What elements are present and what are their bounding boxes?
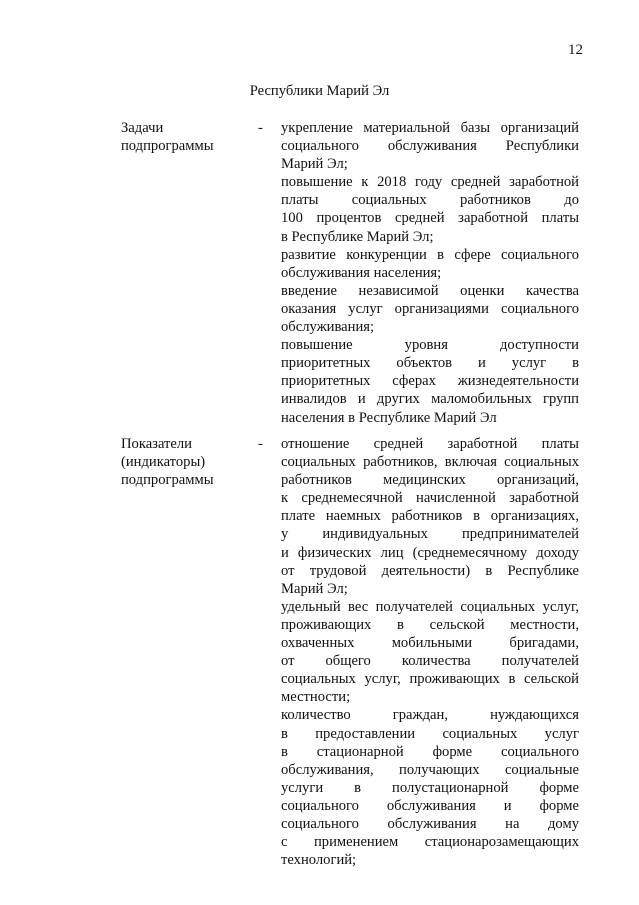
content-line: проживающих в сельской местности,: [281, 616, 579, 633]
content-line: работников медицинских организаций,: [281, 472, 579, 489]
content-line: повышение уровня доступности: [281, 337, 579, 354]
content-line: оказания услуг организациями социального: [281, 300, 579, 317]
content-line: населения в Республике Марий Эл: [281, 409, 497, 426]
content-line: отношение средней заработной платы: [281, 436, 579, 452]
content-line: инвалидов и других маломобильных групп: [281, 391, 579, 408]
content-line: от трудовой деятельности) в Республике: [281, 562, 579, 579]
content-line: и физических лиц (среднемесячному доходу: [281, 544, 579, 561]
content-line: местности;: [281, 689, 351, 706]
content-line: охваченных мобильными бригадами,: [281, 635, 579, 652]
content-line: плате наемных работников в организациях,: [281, 508, 579, 525]
content-line: платы социальных работников до: [281, 192, 579, 209]
content-line: услуги в полустационарной форме: [281, 779, 579, 796]
section-label: [121, 435, 256, 489]
section-dash: -: [258, 436, 263, 452]
content-line: обслуживания;: [281, 319, 375, 336]
content-line: обслуживания, получающих социальные: [281, 761, 579, 778]
content-line: повышение к 2018 году средней заработной: [281, 174, 579, 191]
content-line: приоритетных сферах жизнедеятельности: [281, 373, 579, 390]
content-line: Марий Эл;: [281, 156, 348, 173]
content-line: от общего количества получателей: [281, 653, 579, 670]
content-line: введение независимой оценки качества: [281, 282, 579, 299]
section-content: [281, 119, 579, 427]
section-dash: -: [258, 120, 263, 136]
section-label-line: подпрограммы: [121, 138, 214, 155]
content-line: к среднемесячной начисленной заработной: [281, 490, 579, 507]
section-label-line: Задачи: [121, 120, 164, 136]
content-line: в Республике Марий Эл;: [281, 228, 434, 245]
content-line: количество граждан, нуждающихся: [281, 707, 579, 724]
section-label: [121, 119, 256, 155]
content-line: социальных работников, включая социальных: [281, 454, 579, 471]
section-content: [281, 435, 579, 869]
content-line: 100 процентов средней заработной платы: [281, 210, 579, 227]
content-line: обслуживания населения;: [281, 264, 442, 281]
page-number: 12: [568, 42, 583, 58]
section-label-line: (индикаторы): [121, 454, 206, 471]
content-line: укрепление материальной базы организаций: [281, 120, 579, 136]
content-line: удельный вес получателей социальных услуг,: [281, 598, 579, 615]
content-line: социального обслуживания на дому: [281, 815, 579, 832]
content-line: социального обслуживания Республики: [281, 138, 579, 155]
content-line: развитие конкуренции в сфере социального: [281, 246, 579, 263]
content-line: технологий;: [281, 852, 357, 869]
section-label-line: Показатели: [121, 436, 192, 452]
content-line: с применением стационарозамещающих: [281, 834, 579, 851]
page-heading: Республики Марий Эл: [249, 83, 390, 99]
content-line: социального обслуживания и форме: [281, 797, 579, 814]
content-line: Марий Эл;: [281, 580, 348, 597]
content-line: социальных услуг, проживающих в сельской: [281, 671, 579, 688]
content-line: в предоставлении социальных услуг: [281, 725, 579, 742]
section-label-line: подпрограммы: [121, 472, 214, 489]
content-line: в стационарной форме социального: [281, 743, 579, 760]
content-line: у индивидуальных предпринимателей: [281, 526, 579, 543]
content-line: приоритетных объектов и услуг в: [281, 355, 579, 372]
